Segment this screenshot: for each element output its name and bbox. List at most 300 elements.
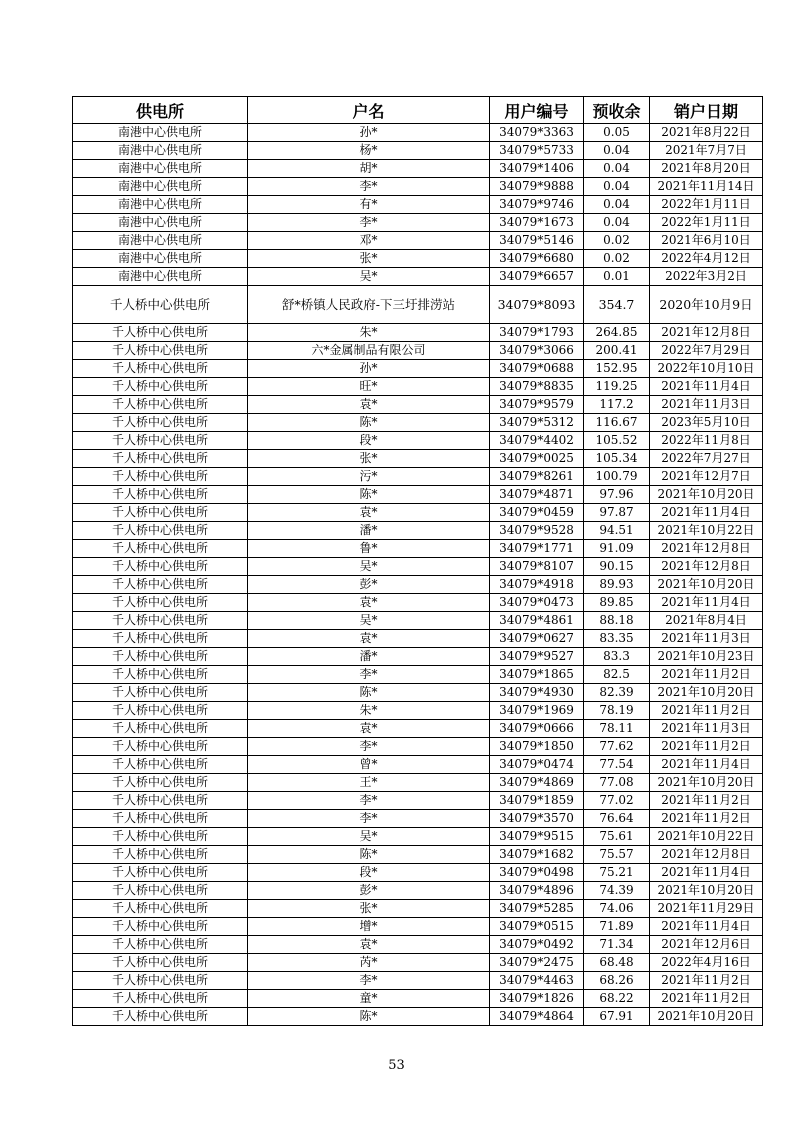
cell-prepaid-balance: 0.04	[584, 196, 650, 214]
header-account-name: 户名	[248, 97, 490, 124]
cell-close-date: 2021年12月6日	[650, 936, 763, 954]
cell-account-number: 34079*0627	[490, 630, 584, 648]
cell-close-date: 2021年11月4日	[650, 864, 763, 882]
cell-account-number: 34079*3570	[490, 810, 584, 828]
cell-account-name: 陈*	[248, 846, 490, 864]
table-row	[73, 612, 763, 630]
cell-close-date: 2021年10月20日	[650, 1008, 763, 1026]
cell-account-number: 34079*9579	[490, 396, 584, 414]
table-row	[73, 630, 763, 648]
cell-power-station: 千人桥中心供电所	[73, 324, 248, 342]
cell-account-name: 孙*	[248, 124, 490, 142]
cell-power-station: 千人桥中心供电所	[73, 954, 248, 972]
cell-prepaid-balance: 105.52	[584, 432, 650, 450]
cell-power-station: 千人桥中心供电所	[73, 828, 248, 846]
cell-account-name: 旺*	[248, 378, 490, 396]
cell-account-name: 李*	[248, 178, 490, 196]
table-row	[73, 504, 763, 522]
cell-account-number: 34079*4869	[490, 774, 584, 792]
cell-prepaid-balance: 90.15	[584, 558, 650, 576]
cell-prepaid-balance: 67.91	[584, 1008, 650, 1026]
table-row	[73, 864, 763, 882]
cell-account-number: 34079*1850	[490, 738, 584, 756]
cell-prepaid-balance: 0.04	[584, 142, 650, 160]
header-account-number: 用户编号	[490, 97, 584, 124]
cell-close-date: 2021年11月14日	[650, 178, 763, 196]
cell-close-date: 2021年11月2日	[650, 666, 763, 684]
cell-close-date: 2022年7月29日	[650, 342, 763, 360]
cell-account-name: 袁*	[248, 936, 490, 954]
table-row	[73, 576, 763, 594]
cell-account-number: 34079*4896	[490, 882, 584, 900]
cell-prepaid-balance: 83.35	[584, 630, 650, 648]
cell-account-name: 彭*	[248, 576, 490, 594]
cell-account-name: 李*	[248, 738, 490, 756]
table-row	[73, 936, 763, 954]
cell-prepaid-balance: 0.05	[584, 124, 650, 142]
cell-prepaid-balance: 77.62	[584, 738, 650, 756]
cell-prepaid-balance: 0.01	[584, 268, 650, 286]
cell-account-name: 吴*	[248, 268, 490, 286]
header-prepaid-balance: 预收余	[584, 97, 650, 124]
cell-prepaid-balance: 97.87	[584, 504, 650, 522]
cell-power-station: 千人桥中心供电所	[73, 360, 248, 378]
cell-power-station: 南港中心供电所	[73, 196, 248, 214]
cell-power-station: 千人桥中心供电所	[73, 864, 248, 882]
cell-close-date: 2023年5月10日	[650, 414, 763, 432]
table-row	[73, 972, 763, 990]
cell-prepaid-balance: 89.93	[584, 576, 650, 594]
cell-prepaid-balance: 0.04	[584, 214, 650, 232]
cell-power-station: 千人桥中心供电所	[73, 972, 248, 990]
cell-account-number: 34079*6657	[490, 268, 584, 286]
cell-close-date: 2021年12月8日	[650, 558, 763, 576]
cell-account-name: 彭*	[248, 882, 490, 900]
cell-power-station: 南港中心供电所	[73, 232, 248, 250]
cell-power-station: 千人桥中心供电所	[73, 342, 248, 360]
header-power-station: 供电所	[73, 97, 248, 124]
cell-account-number: 34079*3363	[490, 124, 584, 142]
cell-close-date: 2021年11月2日	[650, 810, 763, 828]
cell-prepaid-balance: 77.08	[584, 774, 650, 792]
cell-account-number: 34079*1793	[490, 324, 584, 342]
cell-account-number: 34079*0473	[490, 594, 584, 612]
cell-account-number: 34079*1969	[490, 702, 584, 720]
cell-account-number: 34079*0025	[490, 450, 584, 468]
cell-prepaid-balance: 75.61	[584, 828, 650, 846]
cell-account-name: 李*	[248, 214, 490, 232]
cell-power-station: 千人桥中心供电所	[73, 846, 248, 864]
cell-account-number: 34079*5146	[490, 232, 584, 250]
table-row	[73, 810, 763, 828]
cell-prepaid-balance: 88.18	[584, 612, 650, 630]
cell-close-date: 2021年11月2日	[650, 990, 763, 1008]
cell-power-station: 千人桥中心供电所	[73, 792, 248, 810]
cell-prepaid-balance: 119.25	[584, 378, 650, 396]
cell-account-number: 34079*9528	[490, 522, 584, 540]
cell-account-name: 胡*	[248, 160, 490, 178]
cell-close-date: 2021年10月20日	[650, 576, 763, 594]
cell-account-number: 34079*4864	[490, 1008, 584, 1026]
cell-close-date: 2021年11月4日	[650, 594, 763, 612]
cell-account-number: 34079*8835	[490, 378, 584, 396]
cell-close-date: 2021年10月23日	[650, 648, 763, 666]
cell-close-date: 2021年11月4日	[650, 378, 763, 396]
cell-account-number: 34079*3066	[490, 342, 584, 360]
table-row	[73, 360, 763, 378]
table-row	[73, 594, 763, 612]
cell-close-date: 2021年12月8日	[650, 846, 763, 864]
cell-account-number: 34079*0666	[490, 720, 584, 738]
table-row	[73, 720, 763, 738]
cell-close-date: 2022年4月16日	[650, 954, 763, 972]
cell-account-name: 朱*	[248, 324, 490, 342]
cell-account-number: 34079*0515	[490, 918, 584, 936]
table-row	[73, 774, 763, 792]
cell-account-name: 张*	[248, 450, 490, 468]
cell-account-number: 34079*5733	[490, 142, 584, 160]
cell-close-date: 2021年12月7日	[650, 468, 763, 486]
table-row	[73, 828, 763, 846]
cell-close-date: 2021年11月2日	[650, 702, 763, 720]
header-close-date: 销户日期	[650, 97, 763, 124]
cell-account-name: 朱*	[248, 702, 490, 720]
cell-power-station: 千人桥中心供电所	[73, 522, 248, 540]
cell-close-date: 2021年11月2日	[650, 738, 763, 756]
cell-account-number: 34079*1826	[490, 990, 584, 1008]
cell-close-date: 2021年10月20日	[650, 882, 763, 900]
cell-prepaid-balance: 0.02	[584, 232, 650, 250]
cell-power-station: 千人桥中心供电所	[73, 576, 248, 594]
cell-account-number: 34079*5285	[490, 900, 584, 918]
cell-account-name: 袁*	[248, 594, 490, 612]
cell-account-name: 舒*桥镇人民政府-下三圩排涝站	[248, 286, 490, 324]
table-row	[73, 196, 763, 214]
cell-power-station: 千人桥中心供电所	[73, 594, 248, 612]
cell-power-station: 千人桥中心供电所	[73, 1008, 248, 1026]
cell-close-date: 2022年4月12日	[650, 250, 763, 268]
table-row	[73, 432, 763, 450]
cell-account-name: 孙*	[248, 360, 490, 378]
cell-account-number: 34079*8261	[490, 468, 584, 486]
cell-prepaid-balance: 0.02	[584, 250, 650, 268]
cell-account-number: 34079*4463	[490, 972, 584, 990]
cell-power-station: 千人桥中心供电所	[73, 396, 248, 414]
header-row	[73, 97, 763, 124]
cell-power-station: 千人桥中心供电所	[73, 504, 248, 522]
cell-account-name: 李*	[248, 810, 490, 828]
cell-account-number: 34079*4402	[490, 432, 584, 450]
cell-account-number: 34079*1865	[490, 666, 584, 684]
cell-account-name: 邓*	[248, 232, 490, 250]
cell-account-name: 袁*	[248, 720, 490, 738]
table-row	[73, 900, 763, 918]
cell-prepaid-balance: 75.57	[584, 846, 650, 864]
table-row	[73, 792, 763, 810]
cell-account-name: 陈*	[248, 486, 490, 504]
cell-power-station: 千人桥中心供电所	[73, 702, 248, 720]
cell-account-number: 34079*1682	[490, 846, 584, 864]
cell-account-number: 34079*5312	[490, 414, 584, 432]
cell-account-number: 34079*0492	[490, 936, 584, 954]
table-row	[73, 486, 763, 504]
cell-power-station: 千人桥中心供电所	[73, 648, 248, 666]
cell-account-number: 34079*0474	[490, 756, 584, 774]
cell-close-date: 2020年10月9日	[650, 286, 763, 324]
cell-account-name: 童*	[248, 990, 490, 1008]
cell-account-name: 污*	[248, 468, 490, 486]
table-row	[73, 250, 763, 268]
cell-prepaid-balance: 71.89	[584, 918, 650, 936]
cell-prepaid-balance: 71.34	[584, 936, 650, 954]
cell-account-name: 张*	[248, 900, 490, 918]
cell-power-station: 千人桥中心供电所	[73, 378, 248, 396]
cell-power-station: 千人桥中心供电所	[73, 468, 248, 486]
cell-power-station: 南港中心供电所	[73, 124, 248, 142]
cell-power-station: 千人桥中心供电所	[73, 540, 248, 558]
cell-close-date: 2021年10月20日	[650, 684, 763, 702]
cell-account-number: 34079*4918	[490, 576, 584, 594]
cell-prepaid-balance: 82.39	[584, 684, 650, 702]
cell-account-number: 34079*9888	[490, 178, 584, 196]
cell-close-date: 2021年12月8日	[650, 324, 763, 342]
cell-prepaid-balance: 152.95	[584, 360, 650, 378]
cell-account-name: 陈*	[248, 684, 490, 702]
table-row	[73, 378, 763, 396]
cell-close-date: 2021年12月8日	[650, 540, 763, 558]
cell-prepaid-balance: 74.39	[584, 882, 650, 900]
cell-close-date: 2021年8月20日	[650, 160, 763, 178]
cell-account-name: 陈*	[248, 414, 490, 432]
cell-account-name: 六*金属制品有限公司	[248, 342, 490, 360]
table-row	[73, 286, 763, 324]
cell-prepaid-balance: 116.67	[584, 414, 650, 432]
cell-close-date: 2022年11月8日	[650, 432, 763, 450]
cell-account-number: 34079*1406	[490, 160, 584, 178]
cell-account-name: 王*	[248, 774, 490, 792]
cell-close-date: 2022年7月27日	[650, 450, 763, 468]
cell-account-name: 芮*	[248, 954, 490, 972]
cell-account-number: 34079*1673	[490, 214, 584, 232]
cell-close-date: 2021年11月4日	[650, 756, 763, 774]
page-number: 53	[388, 1058, 405, 1073]
table-row	[73, 342, 763, 360]
table-row	[73, 450, 763, 468]
cell-account-name: 袁*	[248, 396, 490, 414]
cell-prepaid-balance: 94.51	[584, 522, 650, 540]
cell-power-station: 千人桥中心供电所	[73, 900, 248, 918]
cell-account-number: 34079*4861	[490, 612, 584, 630]
cell-account-name: 段*	[248, 864, 490, 882]
table-row	[73, 214, 763, 232]
table-row	[73, 268, 763, 286]
cell-account-number: 34079*0688	[490, 360, 584, 378]
table-row	[73, 468, 763, 486]
cell-account-name: 李*	[248, 666, 490, 684]
table-row	[73, 846, 763, 864]
cell-close-date: 2022年1月11日	[650, 196, 763, 214]
cell-close-date: 2021年11月4日	[650, 918, 763, 936]
cell-account-name: 杨*	[248, 142, 490, 160]
cell-close-date: 2022年3月2日	[650, 268, 763, 286]
table-row	[73, 324, 763, 342]
cell-power-station: 千人桥中心供电所	[73, 756, 248, 774]
table-row	[73, 918, 763, 936]
table-row	[73, 142, 763, 160]
cell-power-station: 千人桥中心供电所	[73, 612, 248, 630]
cell-power-station: 千人桥中心供电所	[73, 738, 248, 756]
cell-account-name: 吴*	[248, 828, 490, 846]
cell-close-date: 2021年11月3日	[650, 396, 763, 414]
cell-prepaid-balance: 97.96	[584, 486, 650, 504]
cell-power-station: 南港中心供电所	[73, 160, 248, 178]
table-row	[73, 558, 763, 576]
cell-account-number: 34079*8107	[490, 558, 584, 576]
cell-prepaid-balance: 0.04	[584, 178, 650, 196]
cell-close-date: 2021年8月4日	[650, 612, 763, 630]
cell-close-date: 2021年11月3日	[650, 630, 763, 648]
cell-power-station: 千人桥中心供电所	[73, 286, 248, 324]
cell-account-name: 吴*	[248, 612, 490, 630]
cell-power-station: 千人桥中心供电所	[73, 630, 248, 648]
cell-prepaid-balance: 78.19	[584, 702, 650, 720]
cell-prepaid-balance: 74.06	[584, 900, 650, 918]
table-row	[73, 124, 763, 142]
cell-prepaid-balance: 82.5	[584, 666, 650, 684]
cell-power-station: 千人桥中心供电所	[73, 450, 248, 468]
cell-prepaid-balance: 89.85	[584, 594, 650, 612]
cell-prepaid-balance: 91.09	[584, 540, 650, 558]
cell-close-date: 2021年8月22日	[650, 124, 763, 142]
cell-prepaid-balance: 68.48	[584, 954, 650, 972]
table-row	[73, 756, 763, 774]
table-row	[73, 666, 763, 684]
cell-prepaid-balance: 68.26	[584, 972, 650, 990]
cell-prepaid-balance: 78.11	[584, 720, 650, 738]
cell-close-date: 2021年10月22日	[650, 828, 763, 846]
cell-account-number: 34079*9746	[490, 196, 584, 214]
cell-power-station: 南港中心供电所	[73, 250, 248, 268]
cell-power-station: 千人桥中心供电所	[73, 882, 248, 900]
cell-power-station: 千人桥中心供电所	[73, 432, 248, 450]
cell-account-name: 潘*	[248, 648, 490, 666]
cell-prepaid-balance: 0.04	[584, 160, 650, 178]
cell-close-date: 2021年11月4日	[650, 504, 763, 522]
cell-power-station: 南港中心供电所	[73, 142, 248, 160]
cell-prepaid-balance: 77.02	[584, 792, 650, 810]
table-row	[73, 684, 763, 702]
cell-prepaid-balance: 264.85	[584, 324, 650, 342]
table-row	[73, 396, 763, 414]
cell-account-name: 张*	[248, 250, 490, 268]
table-row	[73, 414, 763, 432]
cell-prepaid-balance: 83.3	[584, 648, 650, 666]
cell-account-number: 34079*1771	[490, 540, 584, 558]
cell-account-number: 34079*4930	[490, 684, 584, 702]
cell-account-name: 有*	[248, 196, 490, 214]
cell-account-number: 34079*2475	[490, 954, 584, 972]
cell-power-station: 千人桥中心供电所	[73, 666, 248, 684]
cell-close-date: 2021年6月10日	[650, 232, 763, 250]
cell-account-name: 吴*	[248, 558, 490, 576]
cell-account-name: 曾*	[248, 756, 490, 774]
cell-power-station: 千人桥中心供电所	[73, 918, 248, 936]
table-row	[73, 990, 763, 1008]
cell-close-date: 2021年10月22日	[650, 522, 763, 540]
cell-account-name: 李*	[248, 792, 490, 810]
cell-account-name: 陈*	[248, 1008, 490, 1026]
cell-close-date: 2021年7月7日	[650, 142, 763, 160]
cell-power-station: 千人桥中心供电所	[73, 774, 248, 792]
cell-close-date: 2021年10月20日	[650, 774, 763, 792]
table-row	[73, 232, 763, 250]
table-row	[73, 160, 763, 178]
cell-power-station: 千人桥中心供电所	[73, 810, 248, 828]
cell-account-number: 34079*1859	[490, 792, 584, 810]
cell-close-date: 2022年1月11日	[650, 214, 763, 232]
cell-account-name: 增*	[248, 918, 490, 936]
cell-account-name: 段*	[248, 432, 490, 450]
cell-power-station: 千人桥中心供电所	[73, 720, 248, 738]
cell-account-number: 34079*0498	[490, 864, 584, 882]
cell-prepaid-balance: 354.7	[584, 286, 650, 324]
table-row	[73, 522, 763, 540]
cell-prepaid-balance: 105.34	[584, 450, 650, 468]
cell-prepaid-balance: 77.54	[584, 756, 650, 774]
cell-close-date: 2021年11月2日	[650, 972, 763, 990]
cell-account-name: 鲁*	[248, 540, 490, 558]
cell-prepaid-balance: 68.22	[584, 990, 650, 1008]
cell-power-station: 千人桥中心供电所	[73, 684, 248, 702]
table-row	[73, 702, 763, 720]
cell-account-name: 袁*	[248, 630, 490, 648]
table-row	[73, 1008, 763, 1026]
cell-account-number: 34079*0459	[490, 504, 584, 522]
cell-power-station: 千人桥中心供电所	[73, 558, 248, 576]
cell-prepaid-balance: 100.79	[584, 468, 650, 486]
cell-close-date: 2021年11月2日	[650, 792, 763, 810]
cell-power-station: 南港中心供电所	[73, 178, 248, 196]
cell-close-date: 2021年11月3日	[650, 720, 763, 738]
cell-account-number: 34079*8093	[490, 286, 584, 324]
table-row	[73, 178, 763, 196]
cell-power-station: 千人桥中心供电所	[73, 936, 248, 954]
table-row	[73, 738, 763, 756]
table-row	[73, 954, 763, 972]
cell-account-name: 袁*	[248, 504, 490, 522]
cell-power-station: 南港中心供电所	[73, 268, 248, 286]
cell-prepaid-balance: 75.21	[584, 864, 650, 882]
cell-close-date: 2022年10月10日	[650, 360, 763, 378]
cell-power-station: 南港中心供电所	[73, 214, 248, 232]
cell-power-station: 千人桥中心供电所	[73, 414, 248, 432]
account-table	[72, 96, 763, 1026]
cell-close-date: 2021年11月29日	[650, 900, 763, 918]
cell-power-station: 千人桥中心供电所	[73, 486, 248, 504]
cell-close-date: 2021年10月20日	[650, 486, 763, 504]
cell-account-number: 34079*6680	[490, 250, 584, 268]
table-body	[73, 124, 763, 1026]
table-row	[73, 882, 763, 900]
cell-account-name: 潘*	[248, 522, 490, 540]
table-row	[73, 648, 763, 666]
cell-account-number: 34079*9527	[490, 648, 584, 666]
cell-prepaid-balance: 76.64	[584, 810, 650, 828]
cell-account-number: 34079*9515	[490, 828, 584, 846]
cell-prepaid-balance: 117.2	[584, 396, 650, 414]
cell-power-station: 千人桥中心供电所	[73, 990, 248, 1008]
table-row	[73, 540, 763, 558]
